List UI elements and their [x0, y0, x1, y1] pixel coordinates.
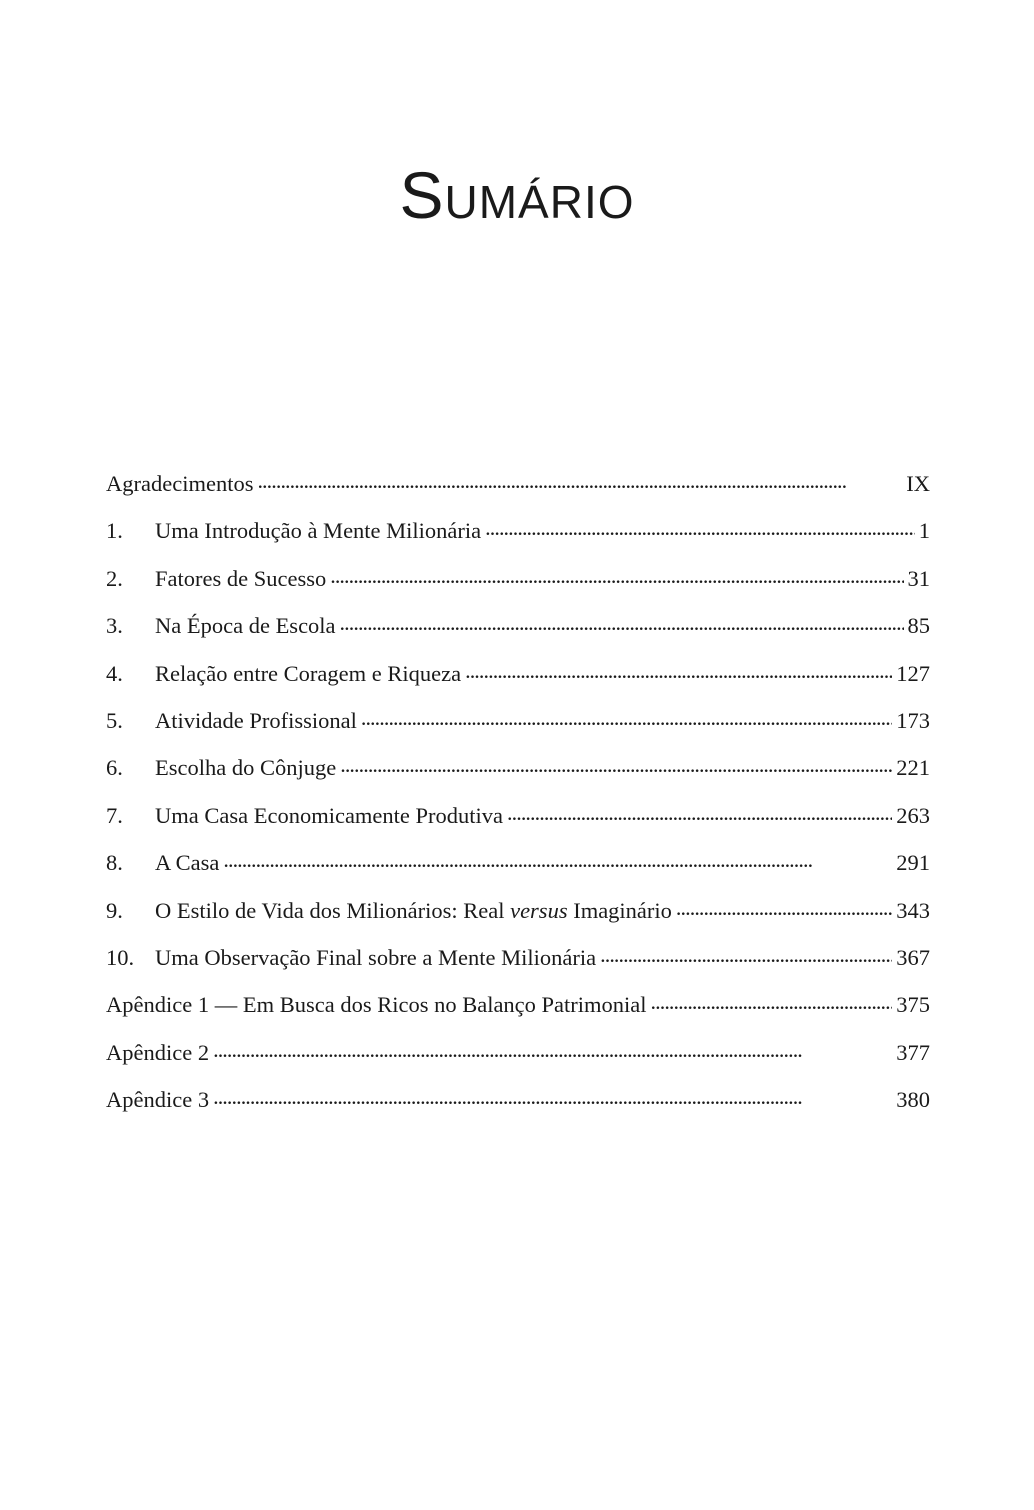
dot-leader [213, 1087, 892, 1107]
toc-entry-label: Fatores de Sucesso [155, 565, 327, 591]
toc-entry-label: Apêndice 3 [106, 1087, 210, 1113]
toc-entry-label: Apêndice 1 — Em Busca dos Ricos no Balanço Patrimonial [106, 992, 647, 1018]
toc-entry-page: 343 [896, 897, 930, 923]
toc-entry-number: 10. [106, 944, 135, 970]
toc-entry-page: 380 [896, 1087, 930, 1113]
toc-entry-page: 263 [896, 802, 930, 828]
toc-entry-number: 1. [106, 518, 123, 544]
dot-leader [340, 755, 892, 775]
toc-entry-appendix-2 [106, 1035, 930, 1082]
toc-entry-page: 221 [896, 755, 930, 781]
toc-entry-chapter-2 [106, 561, 930, 608]
toc-entry-label-italic: versus [510, 897, 568, 923]
dot-leader [507, 803, 892, 823]
toc-entry-label: Relação entre Coragem e Riqueza [155, 660, 462, 686]
dot-leader [600, 945, 892, 965]
toc-entry-number: 4. [106, 660, 123, 686]
toc-entry-page: 377 [896, 1039, 930, 1065]
toc-entry-label: Agradecimentos [106, 471, 254, 496]
dot-leader [465, 661, 892, 681]
toc-entry-number: 6. [106, 755, 123, 781]
toc-entry-chapter-4 [106, 656, 930, 703]
toc-entry-label: A Casa [155, 850, 220, 876]
dot-leader [361, 708, 892, 728]
toc-entry-label-part: O Estilo de Vida dos Milionários: Real [155, 897, 511, 923]
toc-entry-number: 7. [106, 802, 123, 828]
toc-entry-number: 3. [106, 613, 123, 639]
dot-leader [330, 566, 903, 586]
toc-entry-chapter-3 [106, 608, 930, 655]
dot-leader [651, 992, 893, 1012]
toc-entry-page: 85 [907, 613, 930, 639]
toc-entry-chapter-7 [106, 798, 930, 845]
toc-entry-page: 1 [918, 518, 930, 544]
toc-entry-page: 31 [907, 565, 930, 591]
toc-entry-chapter-6 [106, 750, 930, 797]
toc-entry-label [155, 893, 672, 929]
table-of-contents [106, 466, 930, 1129]
toc-entry-appendix-1 [106, 987, 930, 1034]
dot-leader [676, 898, 892, 918]
toc-entry-label: Apêndice 2 [106, 1039, 210, 1065]
toc-entry-number: 2. [106, 565, 123, 591]
toc-entry-chapter-1 [106, 513, 930, 560]
toc-entry-page: 375 [896, 992, 930, 1018]
toc-entry-chapter-9 [106, 893, 930, 940]
toc-entry-appendix-3 [106, 1082, 930, 1129]
dot-leader [340, 613, 904, 633]
toc-entry-page: 173 [896, 707, 930, 733]
toc-entry-number: 9. [106, 897, 123, 923]
toc-entry-label-part: Imaginário [567, 897, 672, 923]
toc-entry-page: IX [906, 471, 930, 496]
toc-entry-chapter-5 [106, 703, 930, 750]
dot-leader [485, 518, 915, 538]
dot-leader [223, 850, 892, 870]
toc-entry-label: Uma Introdução à Mente Milionária [155, 518, 482, 544]
toc-entry-number: 8. [106, 850, 123, 876]
toc-entry-label: Atividade Profissional [155, 707, 357, 733]
page-title: Sumário [399, 158, 635, 232]
toc-entry-number: 5. [106, 707, 123, 733]
toc-entry-page: 127 [896, 660, 930, 686]
dot-leader [257, 471, 902, 491]
toc-entry-label: Na Época de Escola [155, 613, 336, 639]
toc-entry-acknowledgements [106, 466, 930, 513]
toc-entry-chapter-8 [106, 845, 930, 892]
toc-entry-page: 291 [896, 850, 930, 876]
toc-entry-chapter-10 [106, 940, 930, 987]
toc-entry-label: Uma Observação Final sobre a Mente Milionária [155, 944, 597, 970]
toc-entry-label: Uma Casa Economicamente Produtiva [155, 802, 504, 828]
dot-leader [213, 1040, 892, 1060]
toc-entry-label: Escolha do Cônjuge [155, 755, 337, 781]
toc-entry-page: 367 [896, 944, 930, 970]
